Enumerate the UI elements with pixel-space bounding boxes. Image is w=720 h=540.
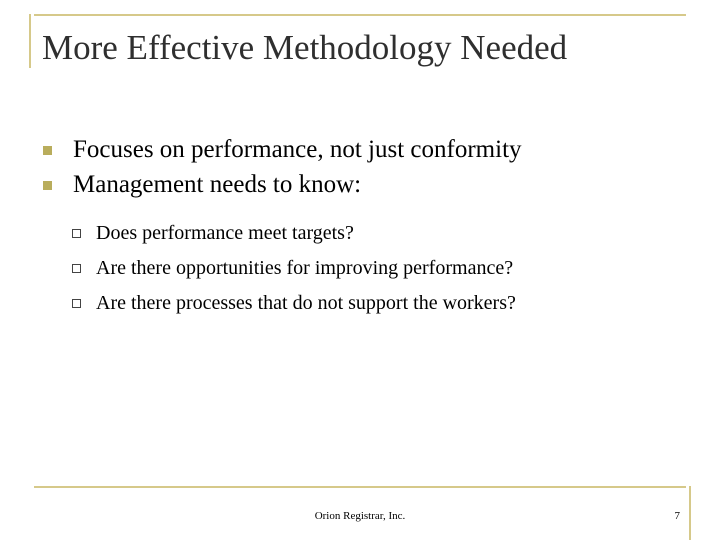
footer-organization: Orion Registrar, Inc. (314, 510, 406, 522)
square-bullet-icon (43, 181, 52, 190)
bullet-text: Focuses on performance, not just conformity (73, 136, 522, 163)
page-number: 7 (674, 510, 680, 522)
hollow-square-bullet-icon (72, 229, 81, 238)
bullet-text: Management needs to know: (73, 171, 362, 198)
sub-bullet-text: Are there processes that do not support the workers? (96, 292, 516, 314)
sub-bullet-text: Are there opportunities for improving performance? (96, 257, 514, 279)
bottom-rule (34, 486, 686, 488)
slide-title: More Effective Methodology Needed (42, 28, 568, 67)
hollow-square-bullet-icon (72, 264, 81, 273)
hollow-square-bullet-icon (72, 299, 81, 308)
sub-bullet-text: Does performance meet targets? (96, 222, 354, 244)
square-bullet-icon (43, 146, 52, 155)
